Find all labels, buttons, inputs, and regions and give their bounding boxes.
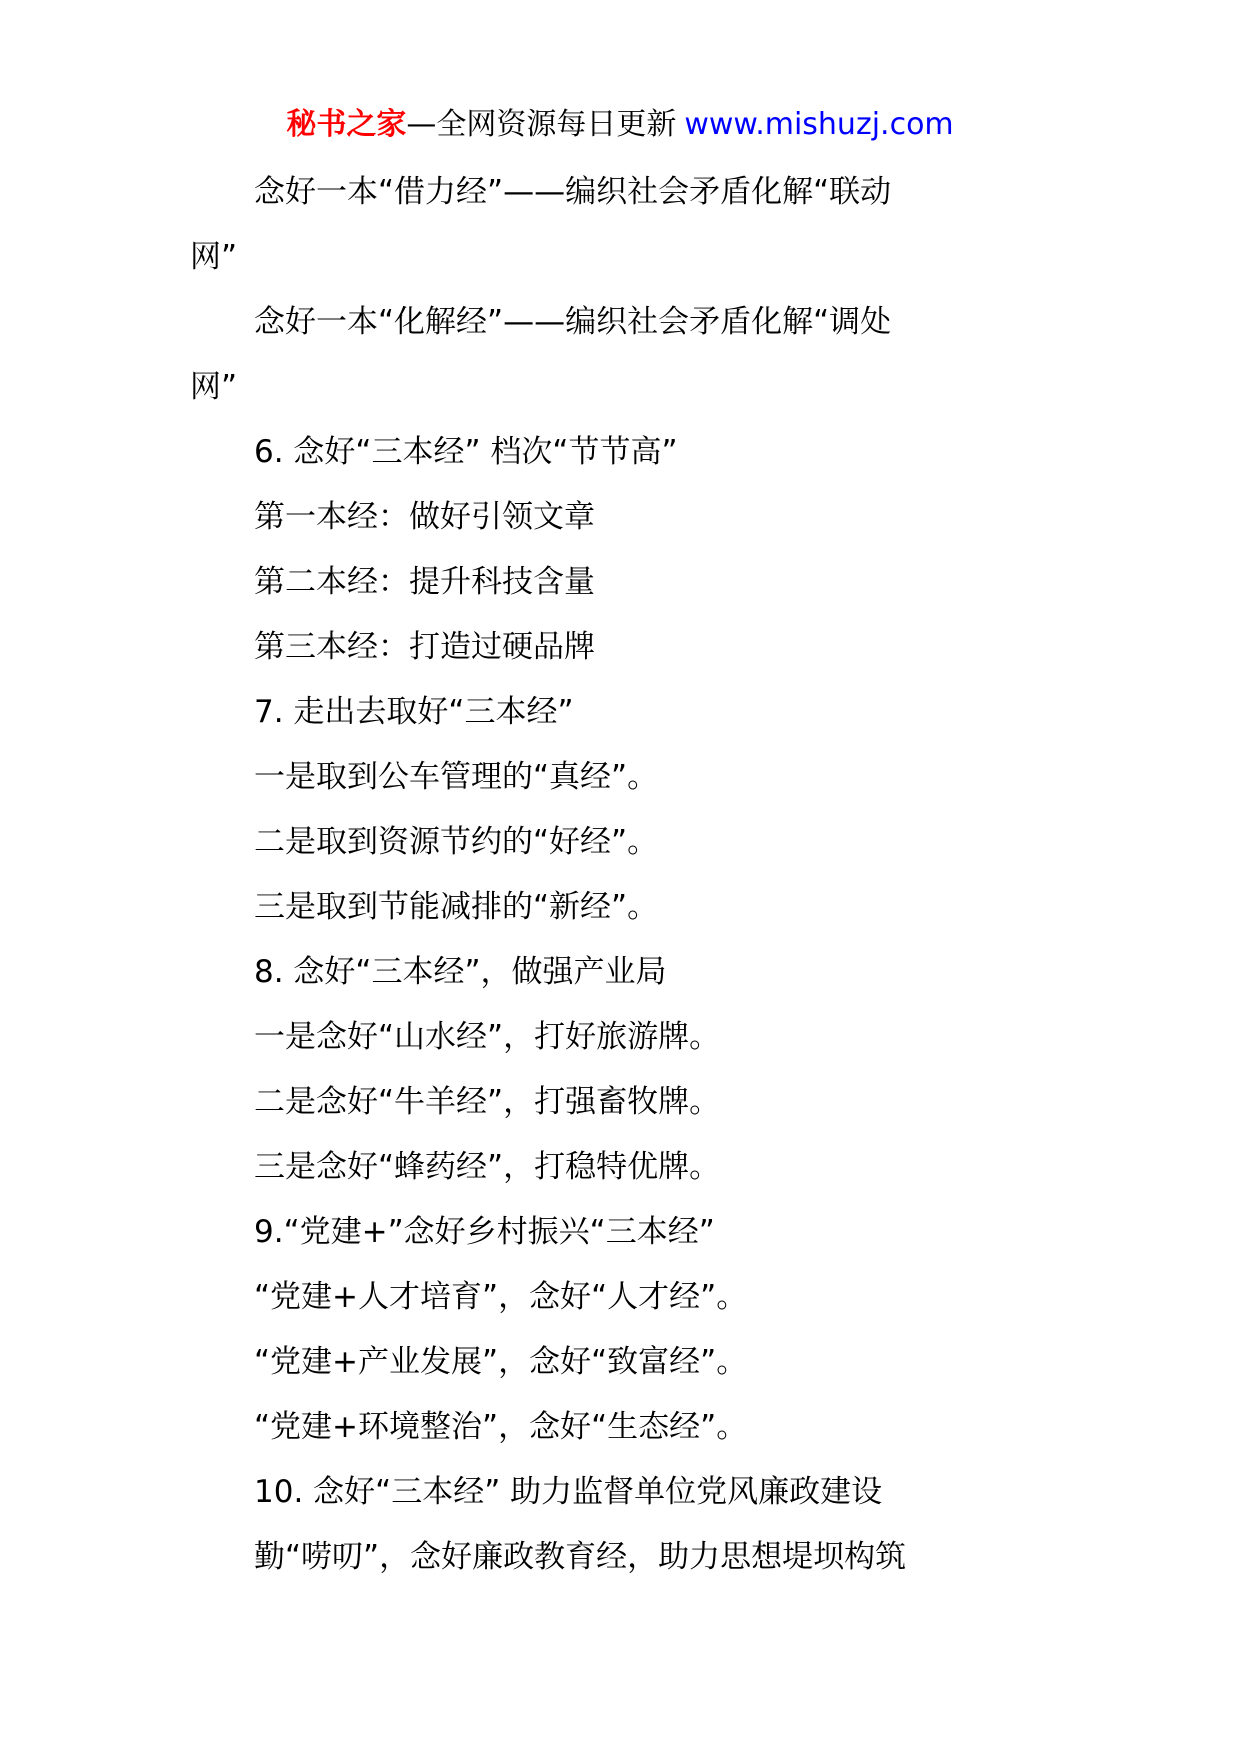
section-heading: 6. 念好“三本经” 档次“节节高” xyxy=(254,434,678,470)
paragraph-line: “党建+环境整治”，念好“生态经”。 xyxy=(254,1409,748,1445)
page-header xyxy=(0,104,1240,146)
paragraph-line: 网” xyxy=(190,239,238,275)
section-heading: 8. 念好“三本经”，做强产业局 xyxy=(254,954,667,990)
paragraph-line: 第一本经：做好引领文章 xyxy=(254,499,595,535)
section-heading: 9.“党建+”念好乡村振兴“三本经” xyxy=(254,1214,715,1250)
paragraph-line: 第二本经：提升科技含量 xyxy=(254,564,595,600)
paragraph-line: 一是念好“山水经”，打好旅游牌。 xyxy=(254,1019,721,1055)
section-heading: 10. 念好“三本经” 助力监督单位党风廉政建设 xyxy=(254,1474,883,1510)
header-url-link[interactable]: www.mishuzj.com xyxy=(684,107,954,142)
paragraph-line: 三是取到节能减排的“新经”。 xyxy=(254,889,659,925)
header-tagline: —全网资源每日更新 xyxy=(406,107,677,142)
paragraph-line: 念好一本“借力经”——编织社会矛盾化解“联动 xyxy=(254,174,892,210)
paragraph-line: 第三本经：打造过硬品牌 xyxy=(254,629,595,665)
header-brand: 秘书之家 xyxy=(286,107,407,142)
paragraph-line: 二是念好“牛羊经”，打强畜牧牌。 xyxy=(254,1084,721,1120)
paragraph-line: “党建+产业发展”，念好“致富经”。 xyxy=(254,1344,748,1380)
paragraph-line: 念好一本“化解经”——编织社会矛盾化解“调处 xyxy=(254,304,892,340)
paragraph-line: 勤“唠叨”，念好廉政教育经，助力思想堤坝构筑 xyxy=(254,1539,907,1575)
section-heading: 7. 走出去取好“三本经” xyxy=(254,694,574,730)
document-body xyxy=(190,160,1058,1590)
paragraph-line: 二是取到资源节约的“好经”。 xyxy=(254,824,659,860)
paragraph-line: 网” xyxy=(190,369,238,405)
paragraph-line: “党建+人才培育”，念好“人才经”。 xyxy=(254,1279,748,1315)
paragraph-line: 一是取到公车管理的“真经”。 xyxy=(254,759,659,795)
paragraph-line: 三是念好“蜂药经”，打稳特优牌。 xyxy=(254,1149,721,1185)
